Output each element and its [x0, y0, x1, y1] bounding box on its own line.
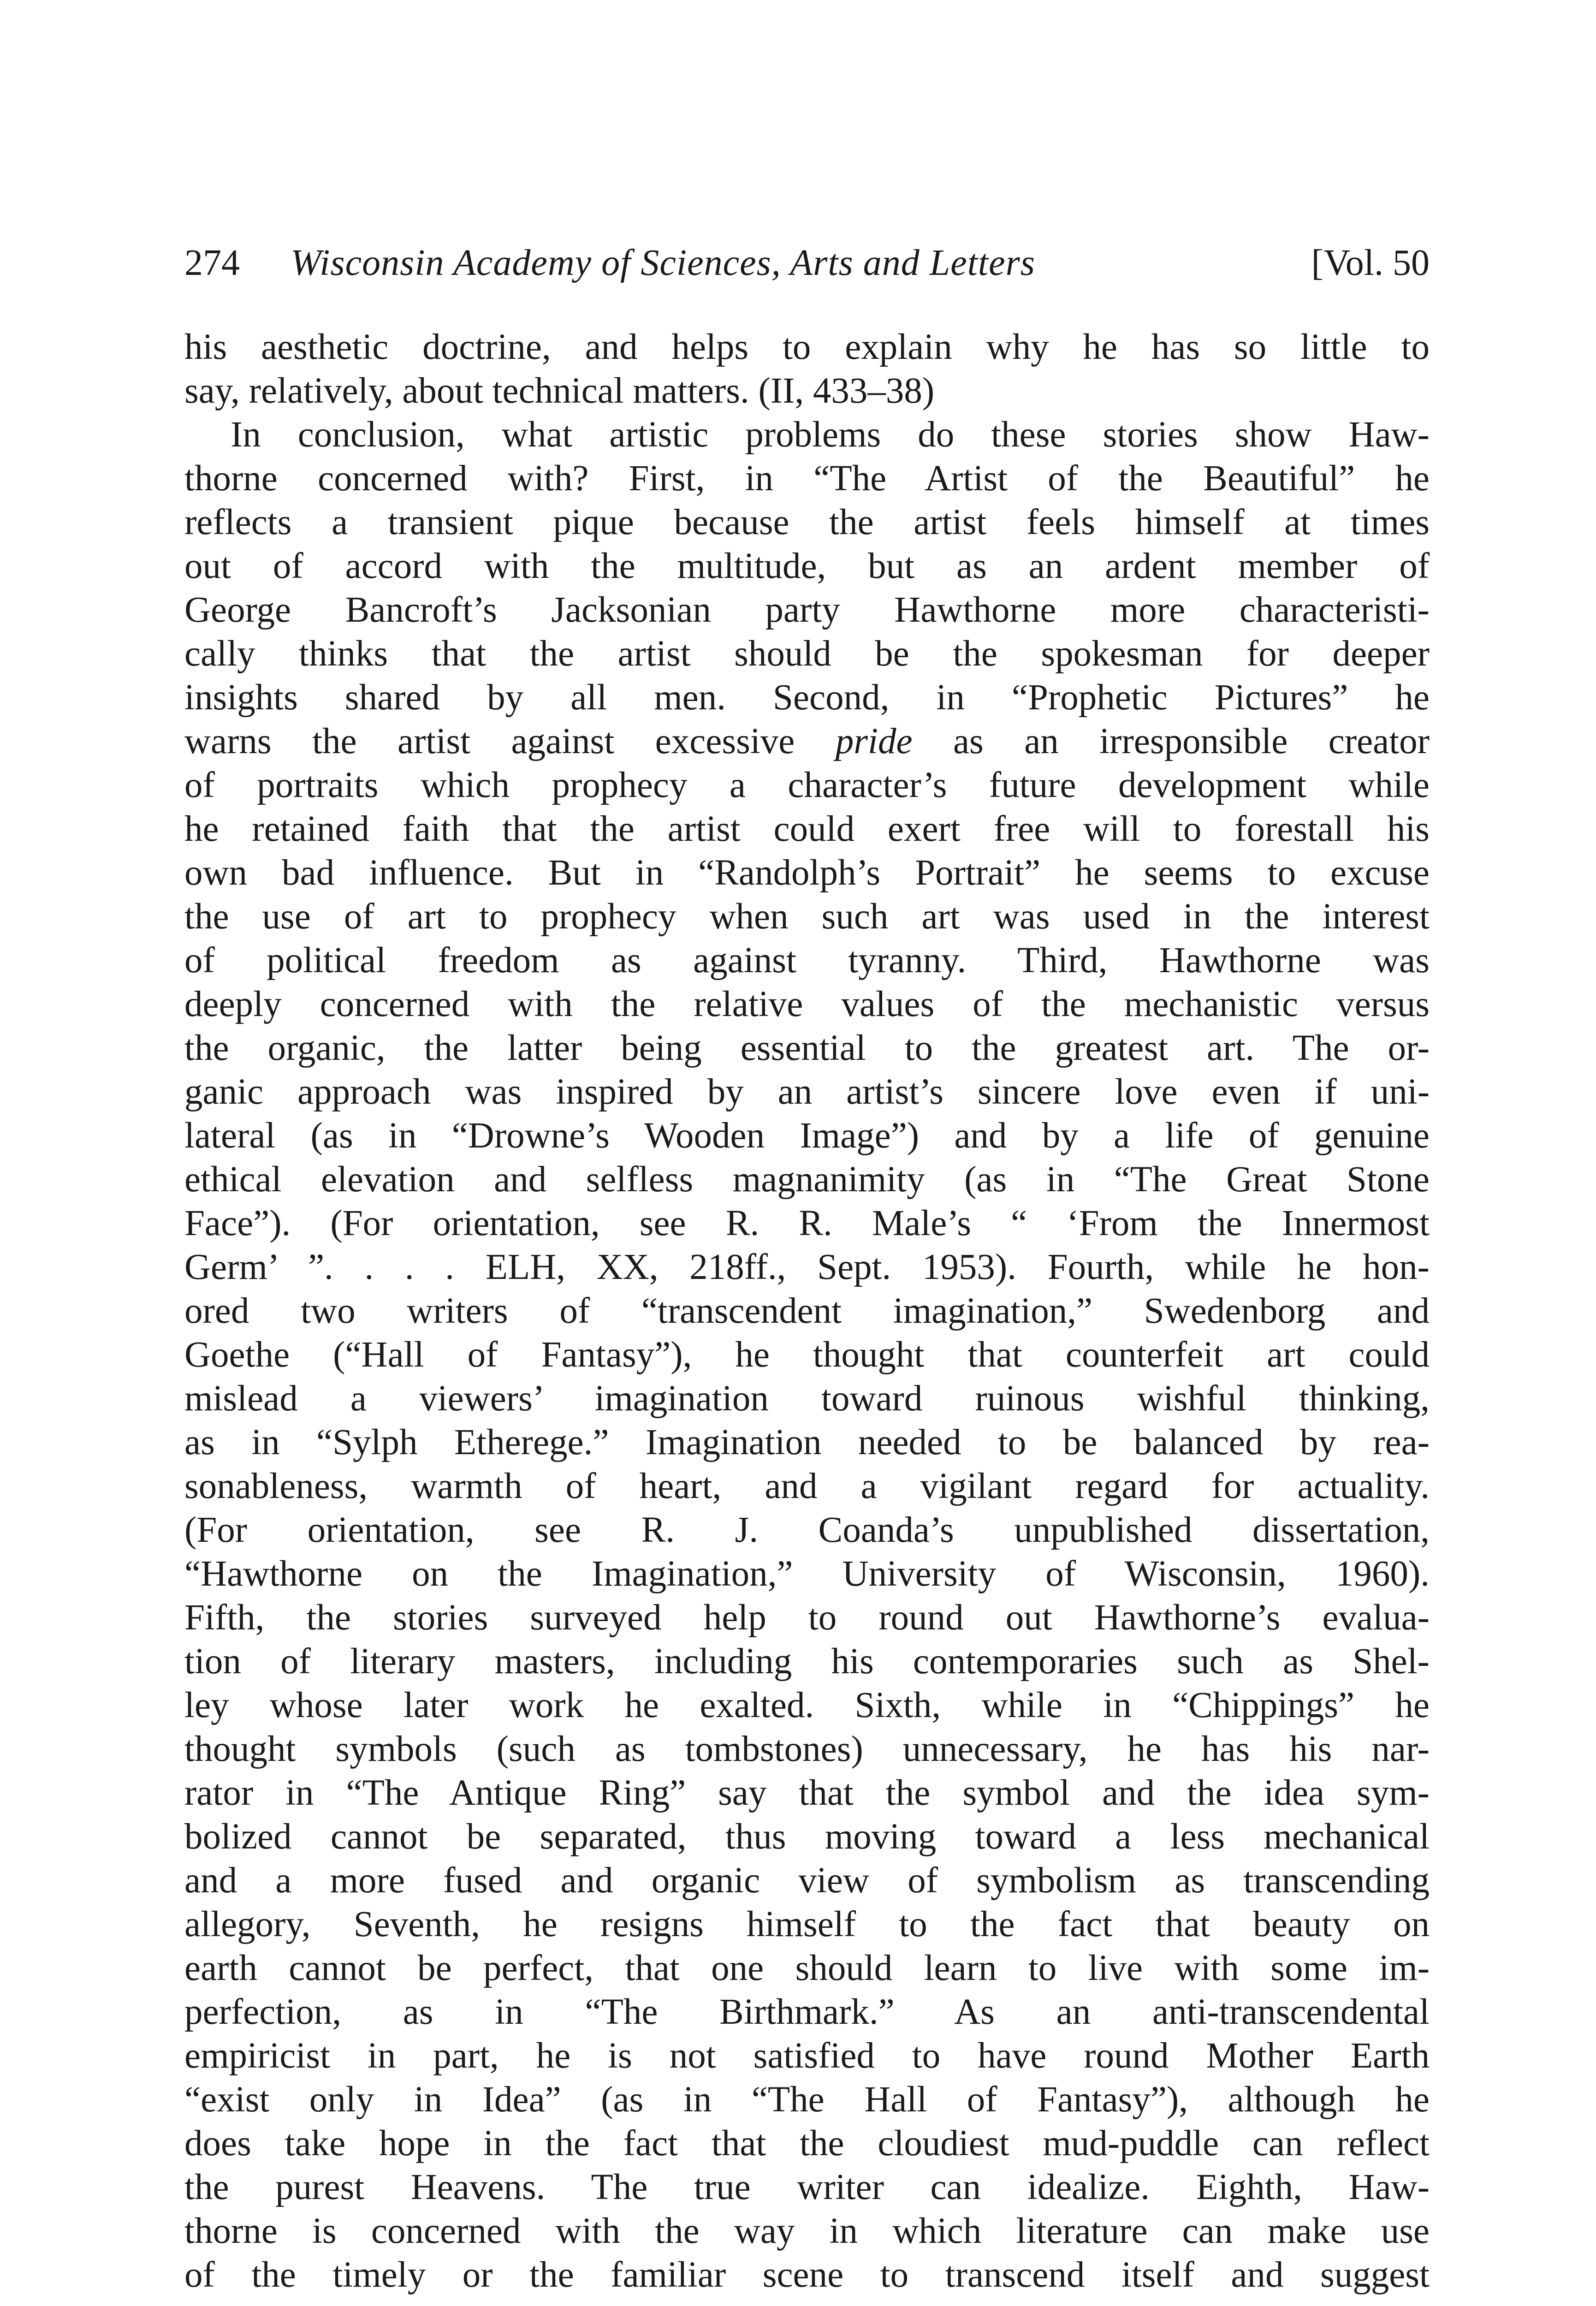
body-text — [184, 325, 1430, 2297]
text-line: mislead a viewers’ imagination toward ruinous wishful thinking, — [184, 1379, 1430, 1419]
text-line: deeply concerned with the relative values of the mechanistic versus — [184, 984, 1430, 1024]
text-line: out of accord with the multitude, but as an ardent member of — [184, 546, 1430, 586]
text-line: “Hawthorne on the Imagination,” University of Wisconsin, 1960). — [184, 1554, 1430, 1594]
text-line: say, relatively, about technical matters. (II, 433–38) — [184, 371, 935, 411]
emphasized-word: pride — [835, 721, 913, 761]
text-line: ley whose later work he exalted. Sixth, while in “Chippings” he — [184, 1685, 1430, 1725]
text-line: does take hope in the fact that the cloudiest mud-puddle can reflect — [184, 2123, 1430, 2163]
text-line: tion of literary masters, including his contemporaries such as Shel- — [184, 1641, 1430, 1682]
text-line: empiricist in part, he is not satisfied to have round Mother Earth — [184, 2036, 1430, 2076]
volume-label: [Vol. 50 — [1311, 243, 1430, 283]
text-line: Fifth, the stories surveyed help to round out Hawthorne’s evalua- — [184, 1598, 1430, 1638]
text-line: allegory, Seventh, he resigns himself to the fact that beauty on — [184, 1904, 1430, 1944]
running-header — [184, 235, 1430, 291]
text-line: earth cannot be perfect, that one should learn to live with some im- — [184, 1948, 1430, 1988]
page-number: 274 — [184, 243, 240, 283]
text-line: of political freedom as against tyranny. Third, Hawthorne was — [184, 940, 1430, 981]
text-line: perfection, as in “The Birthmark.” As an anti-transcendental — [184, 1992, 1430, 2032]
text-line: he retained faith that the artist could exert free will to forestall his — [184, 809, 1430, 849]
text-line: “exist only in Idea” (as in “The Hall of Fantasy”), although he — [184, 2080, 1430, 2120]
text-line: of the timely or the familiar scene to transcend itself and suggest — [184, 2255, 1430, 2295]
text-line: as in “Sylph Etherege.” Imagination needed to be balanced by rea- — [184, 1422, 1430, 1462]
text-line: sonableness, warmth of heart, and a vigilant regard for actuality. — [184, 1466, 1430, 1506]
text-line: bolized cannot be separated, thus moving toward a less mechanical — [184, 1817, 1430, 1857]
text-line: the use of art to prophecy when such art was used in the interest — [184, 897, 1430, 937]
text-line: the purest Heavens. The true writer can idealize. Eighth, Haw- — [184, 2167, 1430, 2207]
text-line: thought symbols (such as tombstones) unnecessary, he has his nar- — [184, 1729, 1430, 1769]
text-line: ored two writers of “transcendent imagination,” Swedenborg and — [184, 1291, 1430, 1331]
text-line: cally thinks that the artist should be the spokesman for deeper — [184, 634, 1430, 674]
text-line: rator in “The Antique Ring” say that the symbol and the idea sym- — [184, 1773, 1430, 1813]
running-title: Wisconsin Academy of Sciences, Arts and Letters — [291, 243, 1035, 283]
text-line: ganic approach was inspired by an artist’s sincere love even if uni- — [184, 1072, 1430, 1112]
text-line: thorne is concerned with the way in which literature can make use — [184, 2211, 1430, 2251]
text-line: Goethe (“Hall of Fantasy”), he thought that counterfeit art could — [184, 1335, 1430, 1375]
text-line: lateral (as in “Drowne’s Wooden Image”) and by a life of genuine — [184, 1116, 1430, 1156]
text-fragment: as an irresponsible creator — [953, 721, 1430, 761]
text-line: and a more fused and organic view of symbolism as transcending — [184, 1860, 1430, 1901]
text-line: Face”). (For orientation, see R. R. Male’s “ ‘From the Innermost — [184, 1203, 1430, 1243]
text-line: insights shared by all men. Second, in “Prophetic Pictures” he — [184, 678, 1430, 718]
text-line: thorne concerned with? First, in “The Artist of the Beautiful” he — [184, 458, 1430, 499]
text-line: Germ’ ”. . . . ELH, XX, 218ff., Sept. 1953). Fourth, while he hon- — [184, 1247, 1430, 1287]
text-line: of portraits which prophecy a character’s future development while — [184, 765, 1430, 805]
text-line: ethical elevation and selfless magnanimity (as in “The Great Stone — [184, 1159, 1430, 1200]
text-line: reflects a transient pique because the artist feels himself at times — [184, 502, 1430, 542]
text-line: (For orientation, see R. J. Coanda’s unpublished dissertation, — [184, 1510, 1430, 1550]
text-line: In conclusion, what artistic problems do these stories show Haw- — [231, 415, 1430, 455]
text-line-with-emphasis — [184, 719, 1430, 763]
text-line: the organic, the latter being essential to the greatest art. The or- — [184, 1028, 1430, 1068]
text-line: George Bancroft’s Jacksonian party Hawthorne more characteristi- — [184, 590, 1430, 630]
text-line: own bad influence. But in “Randolph’s Portrait” he seems to excuse — [184, 853, 1430, 893]
text-line: his aesthetic doctrine, and helps to explain why he has so little to — [184, 327, 1430, 367]
text-fragment: warns the artist against excessive — [184, 721, 795, 761]
